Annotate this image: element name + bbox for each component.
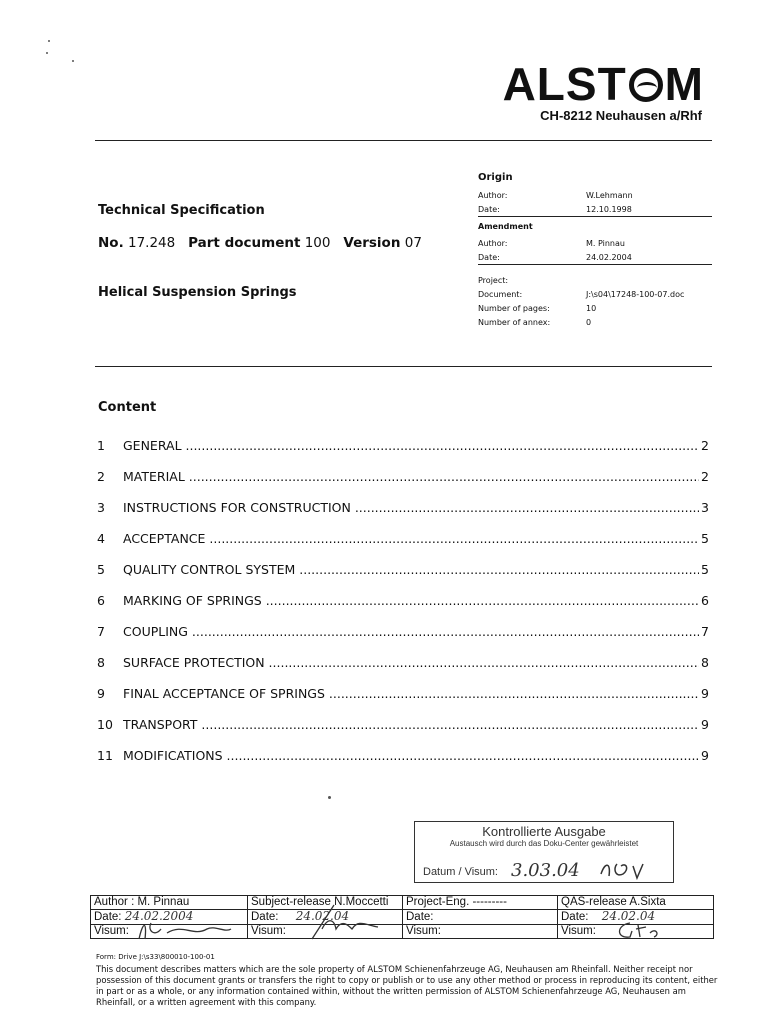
- toc-leader: [123, 562, 699, 577]
- toc-page: 5: [701, 531, 709, 546]
- document-number: 17.248: [128, 235, 176, 251]
- logo-text-start: ALST: [502, 58, 627, 110]
- meta-value: W.Lehmann: [586, 190, 633, 200]
- content-heading: Content: [98, 400, 157, 415]
- toc-leader: [123, 686, 699, 701]
- alstom-o-icon: [629, 68, 663, 102]
- approval-cell: Date:: [403, 910, 558, 925]
- toc-number: 1: [97, 438, 105, 453]
- toc-item[interactable]: [97, 438, 709, 469]
- meta-value: 10: [586, 303, 597, 313]
- toc-page: 8: [701, 655, 709, 670]
- toc-leader: [123, 655, 699, 670]
- meta-value: 24.02.2004: [586, 252, 632, 262]
- version-number: 07: [404, 235, 422, 251]
- toc-item[interactable]: [97, 717, 709, 748]
- controlled-copy-stamp: [414, 821, 674, 883]
- logo-text-end: M: [664, 58, 704, 110]
- version-label: Version: [343, 235, 401, 251]
- toc-number: 3: [97, 500, 105, 515]
- toc-title: TRANSPORT: [123, 717, 198, 732]
- signature-icon: [133, 919, 233, 941]
- toc-title: SURFACE PROTECTION: [123, 655, 265, 670]
- toc-leader: [123, 531, 699, 546]
- toc-page: 2: [701, 438, 709, 453]
- number-label: No.: [98, 235, 124, 251]
- handwritten-date: 24.02.04: [601, 909, 656, 923]
- meta-key: Document:: [478, 289, 523, 299]
- scan-speck: [328, 796, 331, 799]
- origin-author-row: [478, 188, 712, 202]
- alstom-logo: [503, 60, 704, 108]
- meta-value: 12.10.1998: [586, 204, 632, 214]
- approval-cell: Date: 24.02.04: [558, 910, 714, 925]
- toc-page: 2: [701, 469, 709, 484]
- toc-item[interactable]: [97, 655, 709, 686]
- part-number: 100: [304, 235, 331, 251]
- signature-icon: [610, 919, 670, 941]
- toc-title: MATERIAL: [123, 469, 185, 484]
- stamp-subtitle: Austausch wird durch das Doku-Center gewährleistet: [449, 839, 639, 848]
- company-address: CH-8212 Neuhausen a/Rhf: [540, 108, 702, 123]
- document-subject: Helical Suspension Springs: [98, 285, 297, 300]
- toc-leader: [123, 469, 699, 484]
- toc-item[interactable]: [97, 500, 709, 531]
- toc-number: 11: [97, 748, 113, 763]
- scan-speck: [48, 40, 50, 42]
- toc-page: 9: [701, 748, 709, 763]
- meta-key: Author:: [478, 238, 508, 248]
- approval-cell: Visum:: [558, 925, 714, 939]
- approval-cell: Author : M. Pinnau: [91, 896, 248, 910]
- toc-item[interactable]: [97, 624, 709, 655]
- meta-key: Number of pages:: [478, 303, 550, 313]
- header-divider: [95, 140, 712, 141]
- approval-cell: Date: 24.02.04: [248, 910, 403, 925]
- toc-number: 9: [97, 686, 105, 701]
- table-row: [91, 896, 714, 910]
- content-divider: [95, 366, 712, 367]
- toc-item[interactable]: [97, 748, 709, 779]
- toc-page: 9: [701, 717, 709, 732]
- form-reference: Form: Drive J:\s33\800010-100-01: [96, 953, 215, 961]
- toc-title: QUALITY CONTROL SYSTEM: [123, 562, 296, 577]
- meta-key: Date:: [478, 252, 500, 262]
- amendment-heading: Amendment: [478, 222, 533, 231]
- approval-cell: Visum:: [91, 925, 248, 939]
- scan-speck: [72, 60, 74, 62]
- toc-number: 2: [97, 469, 105, 484]
- toc-item[interactable]: [97, 593, 709, 624]
- toc-title: ACCEPTANCE: [123, 531, 206, 546]
- toc-page: 9: [701, 686, 709, 701]
- signature-icon: [308, 899, 398, 941]
- project-row: [478, 273, 712, 287]
- toc-title: GENERAL: [123, 438, 182, 453]
- toc-number: 8: [97, 655, 105, 670]
- handwritten-date: 24.02.2004: [124, 909, 194, 923]
- toc-item[interactable]: [97, 469, 709, 500]
- toc-title: FINAL ACCEPTANCE OF SPRINGS: [123, 686, 325, 701]
- stamp-title: Kontrollierte Ausgabe: [482, 824, 606, 839]
- approval-cell: Visum:: [403, 925, 558, 939]
- annex-count-row: [478, 315, 712, 329]
- toc-leader: [123, 500, 699, 515]
- toc-leader: [123, 717, 699, 732]
- toc-title: MARKING OF SPRINGS: [123, 593, 262, 608]
- meta-key: Number of annex:: [478, 317, 551, 327]
- meta-key: Author:: [478, 190, 508, 200]
- handwritten-date: 24.02.04: [295, 909, 350, 923]
- toc-number: 5: [97, 562, 105, 577]
- toc-item[interactable]: [97, 686, 709, 717]
- toc-title: INSTRUCTIONS FOR CONSTRUCTION: [123, 500, 351, 515]
- toc-leader: [123, 593, 699, 608]
- metadata-block: [478, 172, 712, 329]
- toc-page: 3: [701, 500, 709, 515]
- document-number-line: [98, 235, 422, 251]
- toc-item[interactable]: [97, 531, 709, 562]
- stamp-signature-icon: [597, 858, 667, 882]
- part-label: Part document: [188, 235, 301, 251]
- toc-number: 4: [97, 531, 105, 546]
- approval-cell: QAS-release A.Sixta: [558, 896, 714, 910]
- toc-number: 10: [97, 717, 113, 732]
- approval-cell: Subject-release N.Moccetti: [248, 896, 403, 910]
- page-count-row: [478, 301, 712, 315]
- document-path-row: [478, 287, 712, 301]
- origin-heading: Origin: [478, 172, 513, 183]
- scan-speck: [46, 52, 48, 54]
- toc-page: 7: [701, 624, 709, 639]
- legal-notice: This document describes matters which are the sole property of ALSTOM Schienenfahrzeuge AG, Neuhausen am Rheinfall. Neither receipt nor possession of this document grants or transfers the right to copy or publish or to use any other method or process in reproducing its content, either in part or as a whole, or any information contained within, without the written permission of ALSTOM Schienenfahrzeuge AG, Neuhausen am Rheinfall, or a written agreement with this company.: [96, 964, 718, 1007]
- document-type: Technical Specification: [98, 203, 265, 218]
- toc-page: 6: [701, 593, 709, 608]
- amendment-date-row: [478, 250, 712, 265]
- table-row: [91, 925, 714, 939]
- meta-key: Project:: [478, 275, 509, 285]
- toc-leader: [123, 748, 699, 763]
- toc-leader: [123, 624, 699, 639]
- amendment-author-row: [478, 236, 712, 250]
- toc-item[interactable]: [97, 562, 709, 593]
- origin-date-row: [478, 202, 712, 217]
- approval-cell: Visum:: [248, 925, 403, 939]
- approval-cell: Project-Eng. ---------: [403, 896, 558, 910]
- stamp-date-label: Datum / Visum:: [423, 866, 498, 878]
- toc-number: 7: [97, 624, 105, 639]
- toc-title: COUPLING: [123, 624, 188, 639]
- approval-cell: Date: 24.02.2004: [91, 910, 248, 925]
- meta-key: Date:: [478, 204, 500, 214]
- stamp-handwritten-date: 3.03.04: [511, 860, 580, 881]
- toc-page: 5: [701, 562, 709, 577]
- meta-value: J:\s04\17248-100-07.doc: [586, 289, 685, 299]
- toc-leader: [123, 438, 699, 453]
- toc-number: 6: [97, 593, 105, 608]
- meta-value: M. Pinnau: [586, 238, 625, 248]
- toc-title: MODIFICATIONS: [123, 748, 223, 763]
- table-of-contents: [97, 438, 709, 779]
- meta-value: 0: [586, 317, 592, 327]
- approval-table: [90, 895, 714, 939]
